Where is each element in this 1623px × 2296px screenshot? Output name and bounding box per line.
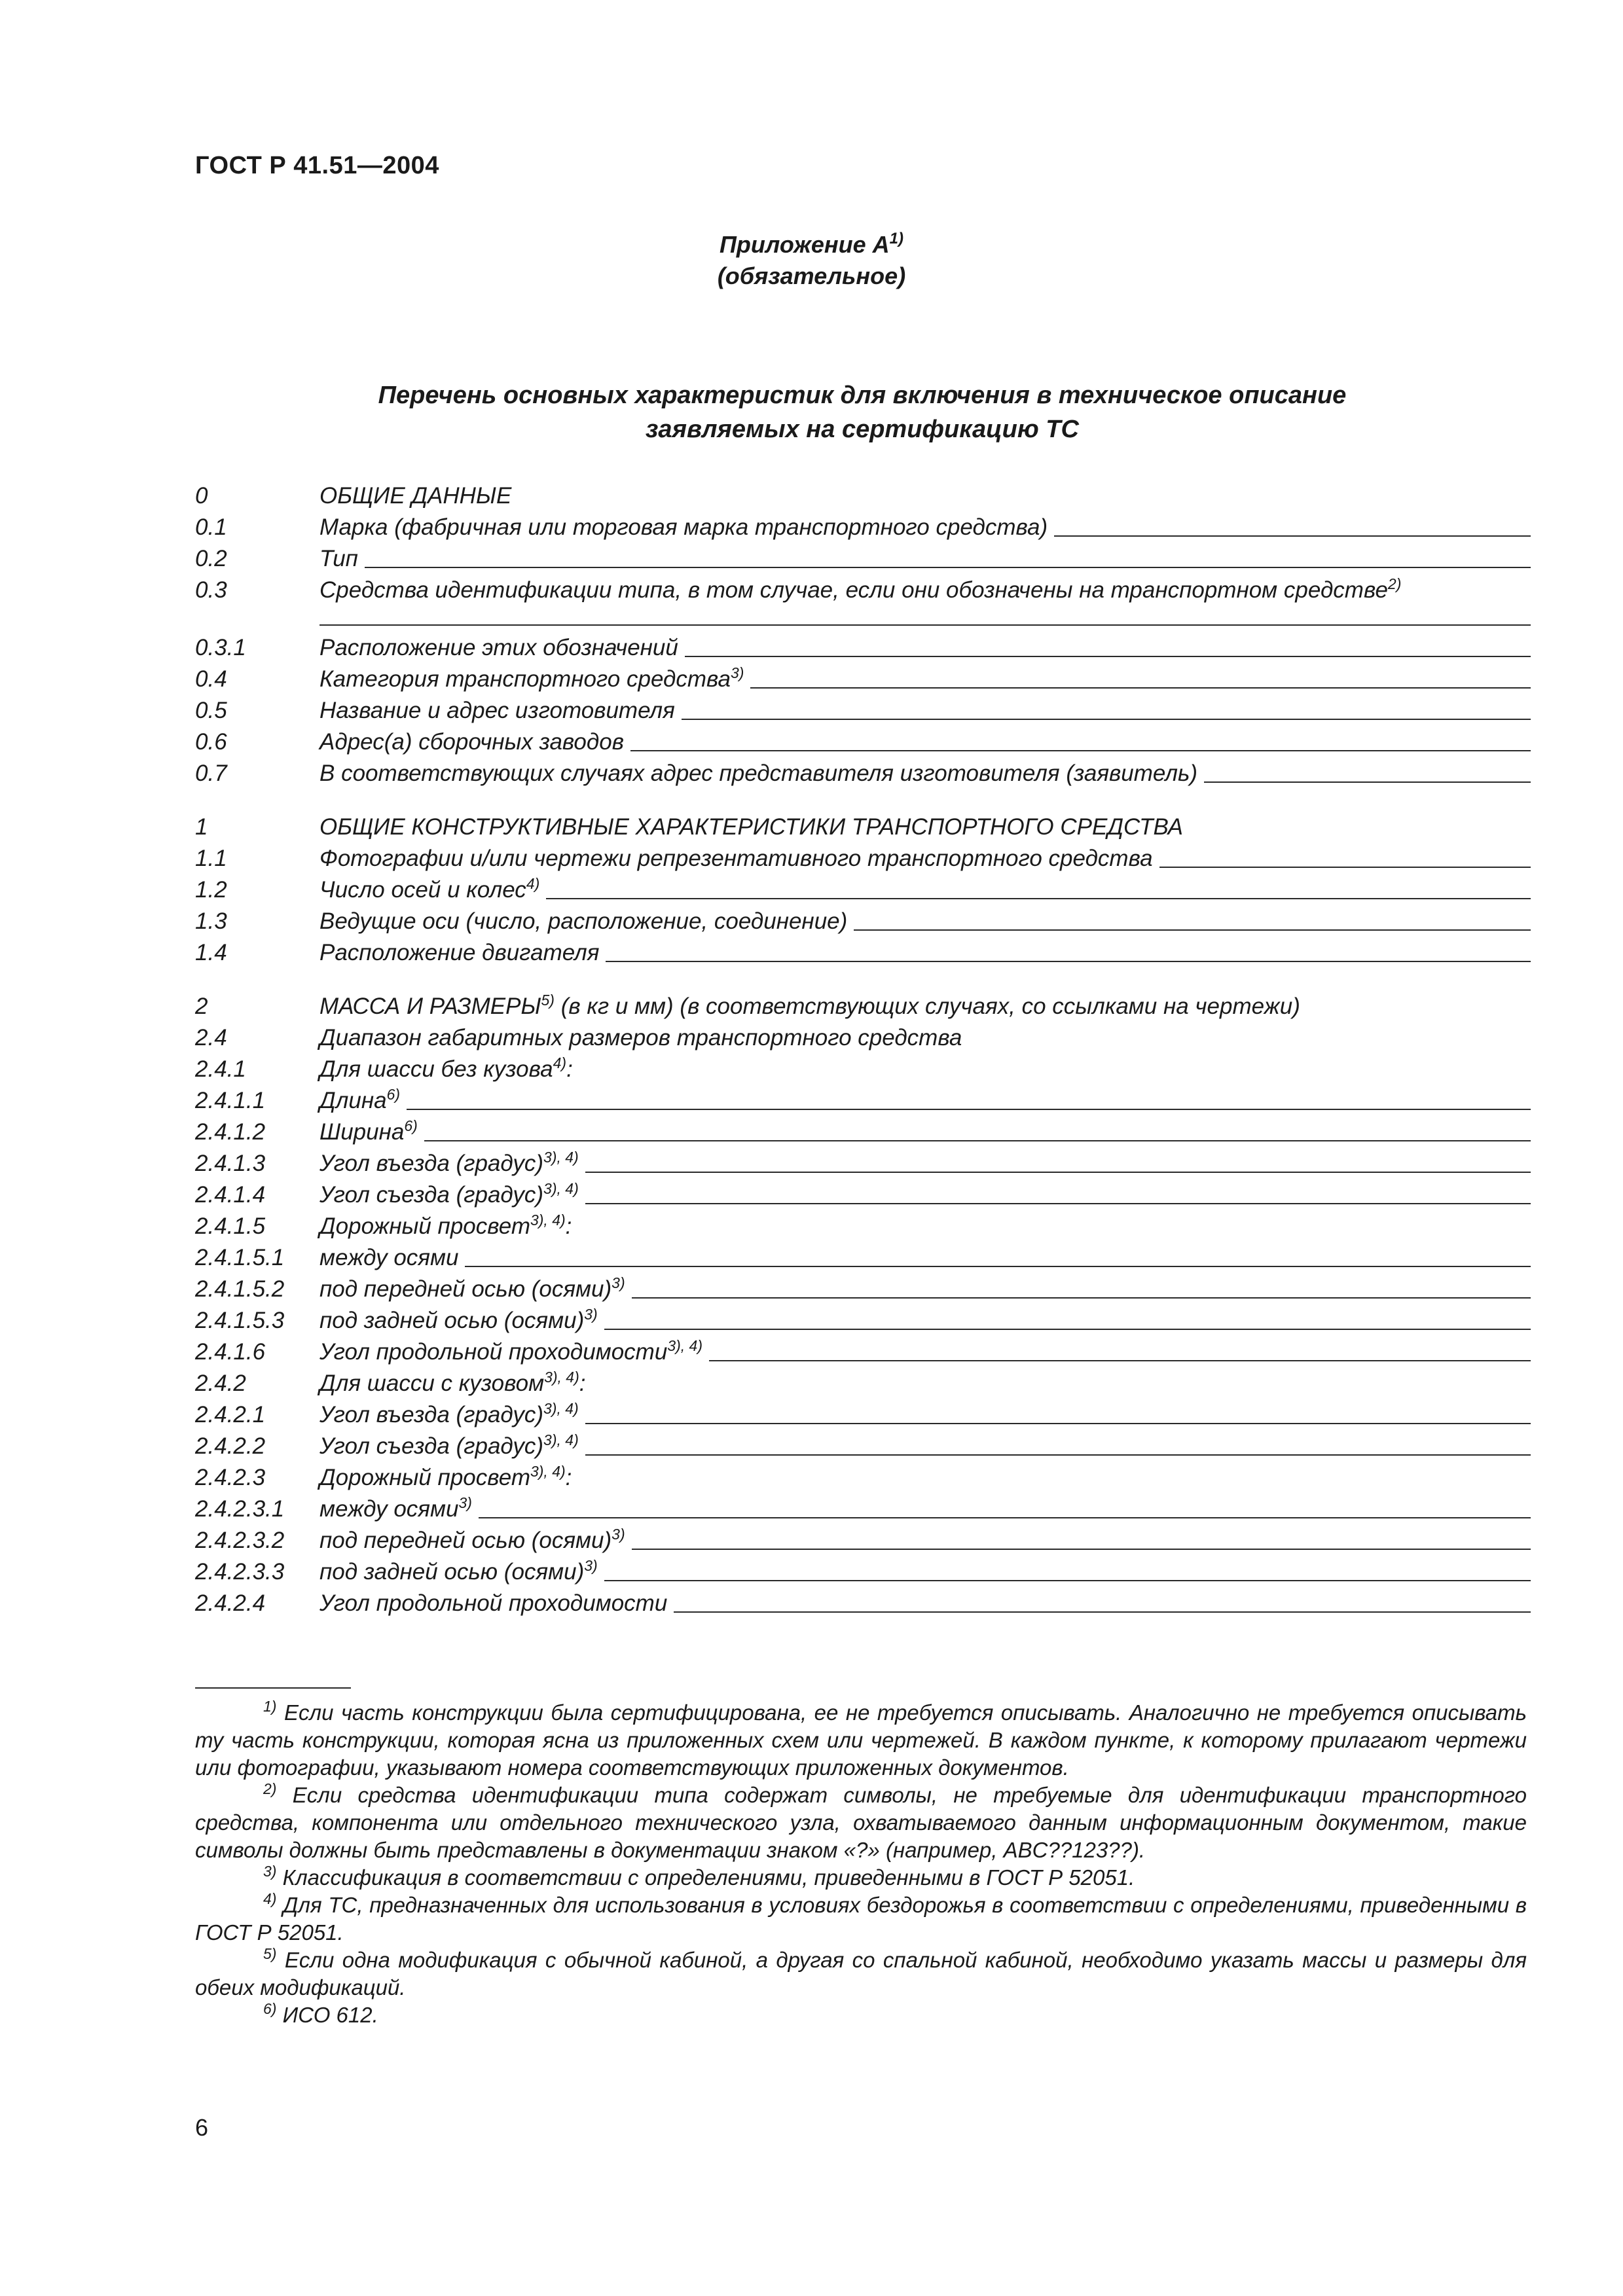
item-label: Категория транспортного средства$^{3)}$: [319, 664, 744, 692]
document-title-line-2: заявляемых на сертификацию ТС: [646, 416, 1079, 443]
item-label: ОБЩИЕ ДАННЫЕ: [319, 483, 512, 509]
item-number: 0.5: [195, 698, 227, 723]
item-number: 0.1: [195, 514, 227, 540]
list-item-continuation: [195, 605, 1531, 631]
item-number: 2.4.2.2: [195, 1433, 266, 1459]
characteristics-list: [195, 479, 1531, 1618]
footnote-text: Для ТС, предназначенных для использования в условиях бездорожья в соответствии с определениями, приведенными в ГОСТ Р 52051.: [195, 1893, 1527, 1945]
list-item: [195, 990, 1531, 1021]
footnote-mark: 3), 4): [543, 1400, 579, 1417]
item-number: 2.4.2.4: [195, 1590, 266, 1616]
item-number: 2.4.1: [195, 1056, 246, 1082]
footnote: [195, 1699, 1527, 1782]
item-label: под задней осью (осями)$^{3)}$: [319, 1306, 598, 1333]
item-label: между осями$^{3)}$: [319, 1494, 472, 1522]
item-number: 0: [195, 483, 208, 509]
item-label: Ширина$^{6)}$: [319, 1117, 418, 1145]
item-label: Угол продольной проходимости$^{3), 4)}$: [319, 1337, 702, 1365]
item-label: Угол съезда (градус)$^{3), 4)}$: [319, 1431, 579, 1459]
footnote-mark: 6): [386, 1086, 401, 1103]
list-item: [195, 1587, 1531, 1618]
entry-line[interactable]: [465, 1265, 1531, 1267]
footnote-text: ИСО 612.: [282, 2003, 378, 2027]
item-number: 2.4.1.5: [195, 1213, 266, 1239]
footnote-mark: 3): [611, 1526, 625, 1543]
entry-line[interactable]: [685, 655, 1531, 657]
item-number: 2.4.2.3.1: [195, 1496, 285, 1522]
entry-line[interactable]: [674, 1611, 1531, 1613]
list-item: [195, 1241, 1531, 1272]
footnote: [195, 1946, 1527, 2001]
list-item: [195, 1492, 1531, 1524]
list-item: [195, 936, 1531, 967]
item-number: 2.4.2.3: [195, 1465, 266, 1490]
list-item: [195, 1115, 1531, 1147]
item-number: 2.4.1.5.3: [195, 1308, 285, 1333]
item-number: 1.4: [195, 940, 227, 965]
item-number: 2.4.1.1: [195, 1088, 266, 1113]
document-title: [195, 378, 1529, 446]
document-title-line-1: Перечень основных характеристик для включения в техническое описание: [378, 382, 1347, 409]
footnote-text: Если одна модификация с обычной кабиной, а другая со спальной кабиной, необходимо указать массы и размеры для обеих модификаций.: [195, 1948, 1527, 2000]
footnote-mark: 3): [730, 664, 744, 681]
item-number: 2.4.1.4: [195, 1182, 266, 1208]
entry-line[interactable]: [604, 1579, 1531, 1581]
item-label: МАССА И РАЗМЕРЫ$^{5)}$ (в кг и мм) (в соответствующих случаях, со ссылками на чертежи): [319, 992, 1300, 1019]
list-item: [195, 511, 1531, 542]
footnote-text: Если средства идентификации типа содержат символы, не требуемые для идентификации транспортного средства, компонента или отдельного технического узла, охватываемого данным информационным документом, такие символы должны быть представлены в документации знаком «?» (например, ABC??123??).: [195, 1783, 1527, 1862]
footnote-text: Классификация в соответствии с определениями, приведенными в ГОСТ Р 52051.: [282, 1865, 1135, 1890]
item-label: Для шасси с кузовом$^{3), 4)}$:: [319, 1369, 586, 1396]
footnote-mark: 3), 4): [543, 1180, 579, 1197]
footnote: [195, 1864, 1527, 1892]
item-label: Адрес(а) сборочных заводов: [319, 729, 624, 755]
item-label: Число осей и колес$^{4)}$: [319, 875, 540, 903]
entry-line[interactable]: [424, 1139, 1531, 1141]
footnote-mark: 3), 4): [543, 1149, 579, 1166]
entry-line[interactable]: [585, 1171, 1531, 1173]
list-item: [195, 631, 1531, 662]
item-number: 2: [195, 994, 208, 1019]
item-number: 0.2: [195, 546, 227, 571]
footnote-mark: 3): [584, 1557, 598, 1574]
footnote-mark: 4): [553, 1054, 567, 1071]
item-label: Фотографии и/или чертежи репрезентативного транспортного средства: [319, 846, 1153, 871]
entry-line[interactable]: [632, 1548, 1531, 1550]
list-item: [195, 1429, 1531, 1461]
item-label: Расположение двигателя: [319, 940, 600, 965]
entry-line[interactable]: [585, 1454, 1531, 1456]
item-label: Угол продольной проходимости: [319, 1590, 668, 1616]
list-item: [195, 1052, 1531, 1084]
list-item: [195, 1524, 1531, 1555]
footnote-mark: 3): [611, 1274, 625, 1291]
entry-line[interactable]: [546, 897, 1531, 899]
item-number: 0.4: [195, 666, 227, 692]
entry-line[interactable]: [709, 1359, 1531, 1361]
entry-line[interactable]: [407, 1108, 1531, 1110]
item-label: Угол въезда (градус)$^{3), 4)}$: [319, 1149, 579, 1176]
list-item: [195, 905, 1531, 936]
standard-code: ГОСТ Р 41.51—2004: [195, 152, 439, 179]
item-label: Дорожный просвет$^{3), 4)}$:: [319, 1463, 572, 1490]
item-number: 2.4.2.1: [195, 1402, 266, 1427]
item-label: Длина$^{6)}$: [319, 1086, 401, 1113]
item-label: В соответствующих случаях адрес представителя изготовителя (заявитель): [319, 761, 1198, 786]
item-label: между осями: [319, 1245, 459, 1270]
list-item: [195, 573, 1531, 605]
item-number: 2.4.1.5.2: [195, 1276, 285, 1302]
item-number: 1: [195, 814, 208, 840]
item-label: под передней осью (осями)$^{3)}$: [319, 1526, 625, 1553]
footnote-mark: 3), 4): [667, 1337, 702, 1354]
item-number: 2.4.1.3: [195, 1151, 266, 1176]
item-label: Тип: [319, 546, 358, 571]
list-item: [195, 1084, 1531, 1115]
footnote: [195, 1782, 1527, 1864]
entry-line[interactable]: [606, 960, 1531, 962]
list-item: [195, 725, 1531, 757]
list-item: [195, 1555, 1531, 1587]
footnote-mark: 3), 4): [530, 1463, 566, 1480]
list-item: [195, 1398, 1531, 1429]
item-number: 2.4.2.3.3: [195, 1559, 285, 1585]
item-label: под передней осью (осями)$^{3)}$: [319, 1274, 625, 1302]
footnote-mark: 2): [1387, 575, 1402, 592]
item-number: 0.3.1: [195, 635, 246, 660]
item-number: 2.4: [195, 1025, 227, 1050]
entry-line[interactable]: [632, 1297, 1531, 1299]
item-label: Марка (фабричная или торговая марка транспортного средства): [319, 514, 1048, 540]
footnote-mark: 1): [263, 1698, 277, 1715]
item-label: Ведущие оси (число, расположение, соединение): [319, 908, 848, 934]
item-label: Угол съезда (градус)$^{3), 4)}$: [319, 1180, 579, 1208]
entry-line[interactable]: [585, 1202, 1531, 1204]
footnote-text: Если часть конструкции была сертифицирована, ее не требуется описывать. Аналогично не требуется описывать ту часть конструкции, которая ясна из приложенных схем или чертежей. В каждом пункте, к которому прилагают чертежи или фотографии, указывают номера соответствующих приложенных документов.: [195, 1700, 1527, 1780]
list-item: [195, 1272, 1531, 1304]
item-number: 0.6: [195, 729, 227, 755]
item-label: Расположение этих обозначений: [319, 635, 678, 660]
footnote-mark: 3), 4): [543, 1431, 579, 1448]
footnote-mark: 6): [263, 2000, 277, 2017]
footnote-mark: 3): [263, 1863, 277, 1880]
footnotes: [195, 1699, 1527, 2029]
item-number: 2.4.2.3.2: [195, 1528, 285, 1553]
item-number: 0.7: [195, 761, 227, 786]
list-item: [195, 479, 1531, 511]
list-item: [195, 810, 1531, 842]
item-label: ОБЩИЕ КОНСТРУКТИВНЫЕ ХАРАКТЕРИСТИКИ ТРАНСПОРТНОГО СРЕДСТВА: [319, 814, 1184, 840]
footnote-mark: 5): [541, 992, 555, 1009]
list-item: [195, 757, 1531, 788]
item-number: 1.2: [195, 877, 227, 903]
footnote-mark: 3): [458, 1494, 472, 1511]
footnote-mark: 5): [263, 1945, 277, 1962]
footnote-mark: 3): [584, 1306, 598, 1323]
item-number: 2.4.1.6: [195, 1339, 266, 1365]
item-label: Средства идентификации типа, в том случае, если они обозначены на транспортном средстве$^{2)}$: [319, 575, 1402, 603]
footnote-mark: 3), 4): [544, 1369, 579, 1386]
footnote-mark: 3), 4): [530, 1211, 566, 1229]
item-label: Название и адрес изготовителя: [319, 698, 675, 723]
appendix-heading: [0, 229, 1623, 292]
item-label: Для шасси без кузова$^{4)}$:: [319, 1054, 573, 1082]
footnote-mark: 4): [526, 875, 540, 892]
entry-line[interactable]: [682, 718, 1531, 720]
item-number: 1.1: [195, 846, 227, 871]
list-item: [195, 662, 1531, 694]
item-label: Угол въезда (градус)$^{3), 4)}$: [319, 1400, 579, 1427]
entry-line[interactable]: [1054, 535, 1531, 537]
item-number: 2.4.1.2: [195, 1119, 266, 1145]
item-number: 2.4.2: [195, 1371, 246, 1396]
list-item: [195, 1367, 1531, 1398]
list-item: [195, 1335, 1531, 1367]
item-label: Диапазон габаритных размеров транспортного средства: [319, 1025, 962, 1050]
list-item: [195, 1461, 1531, 1492]
entry-line[interactable]: [585, 1422, 1531, 1424]
appendix-footnote-mark: 1): [889, 230, 903, 247]
item-number: 2.4.1.5.1: [195, 1245, 285, 1270]
list-item: [195, 1147, 1531, 1178]
entry-line[interactable]: [1159, 866, 1531, 868]
list-item: [195, 1021, 1531, 1052]
appendix-status: (обязательное): [717, 262, 906, 289]
footnote-mark: 6): [404, 1117, 418, 1134]
footnote: [195, 1892, 1527, 1946]
list-item: [195, 1178, 1531, 1210]
entry-line[interactable]: [604, 1328, 1531, 1330]
entry-line[interactable]: [630, 749, 1531, 751]
appendix-title: Приложение $А^{1)}$: [720, 230, 903, 258]
footnote-separator: [195, 1687, 351, 1689]
item-label: под задней осью (осями)$^{3)}$: [319, 1557, 598, 1585]
entry-line[interactable]: [750, 687, 1531, 689]
item-number: 1.3: [195, 908, 227, 934]
footnote-mark: 2): [263, 1780, 277, 1797]
list-item: [195, 873, 1531, 905]
list-item: [195, 542, 1531, 573]
list-item: [195, 1304, 1531, 1335]
entry-line[interactable]: [1204, 781, 1531, 783]
entry-line[interactable]: [479, 1516, 1531, 1518]
item-number: 0.3: [195, 577, 227, 603]
list-item: [195, 842, 1531, 873]
footnote-mark: 4): [263, 1890, 277, 1907]
page-number: 6: [195, 2114, 209, 2141]
list-item: [195, 694, 1531, 725]
item-label: Дорожный просвет$^{3), 4)}$:: [319, 1211, 572, 1239]
list-item: [195, 1210, 1531, 1241]
footnote: [195, 2001, 1527, 2029]
entry-line[interactable]: [319, 624, 1531, 626]
entry-line[interactable]: [854, 929, 1531, 931]
entry-line[interactable]: [365, 566, 1531, 568]
